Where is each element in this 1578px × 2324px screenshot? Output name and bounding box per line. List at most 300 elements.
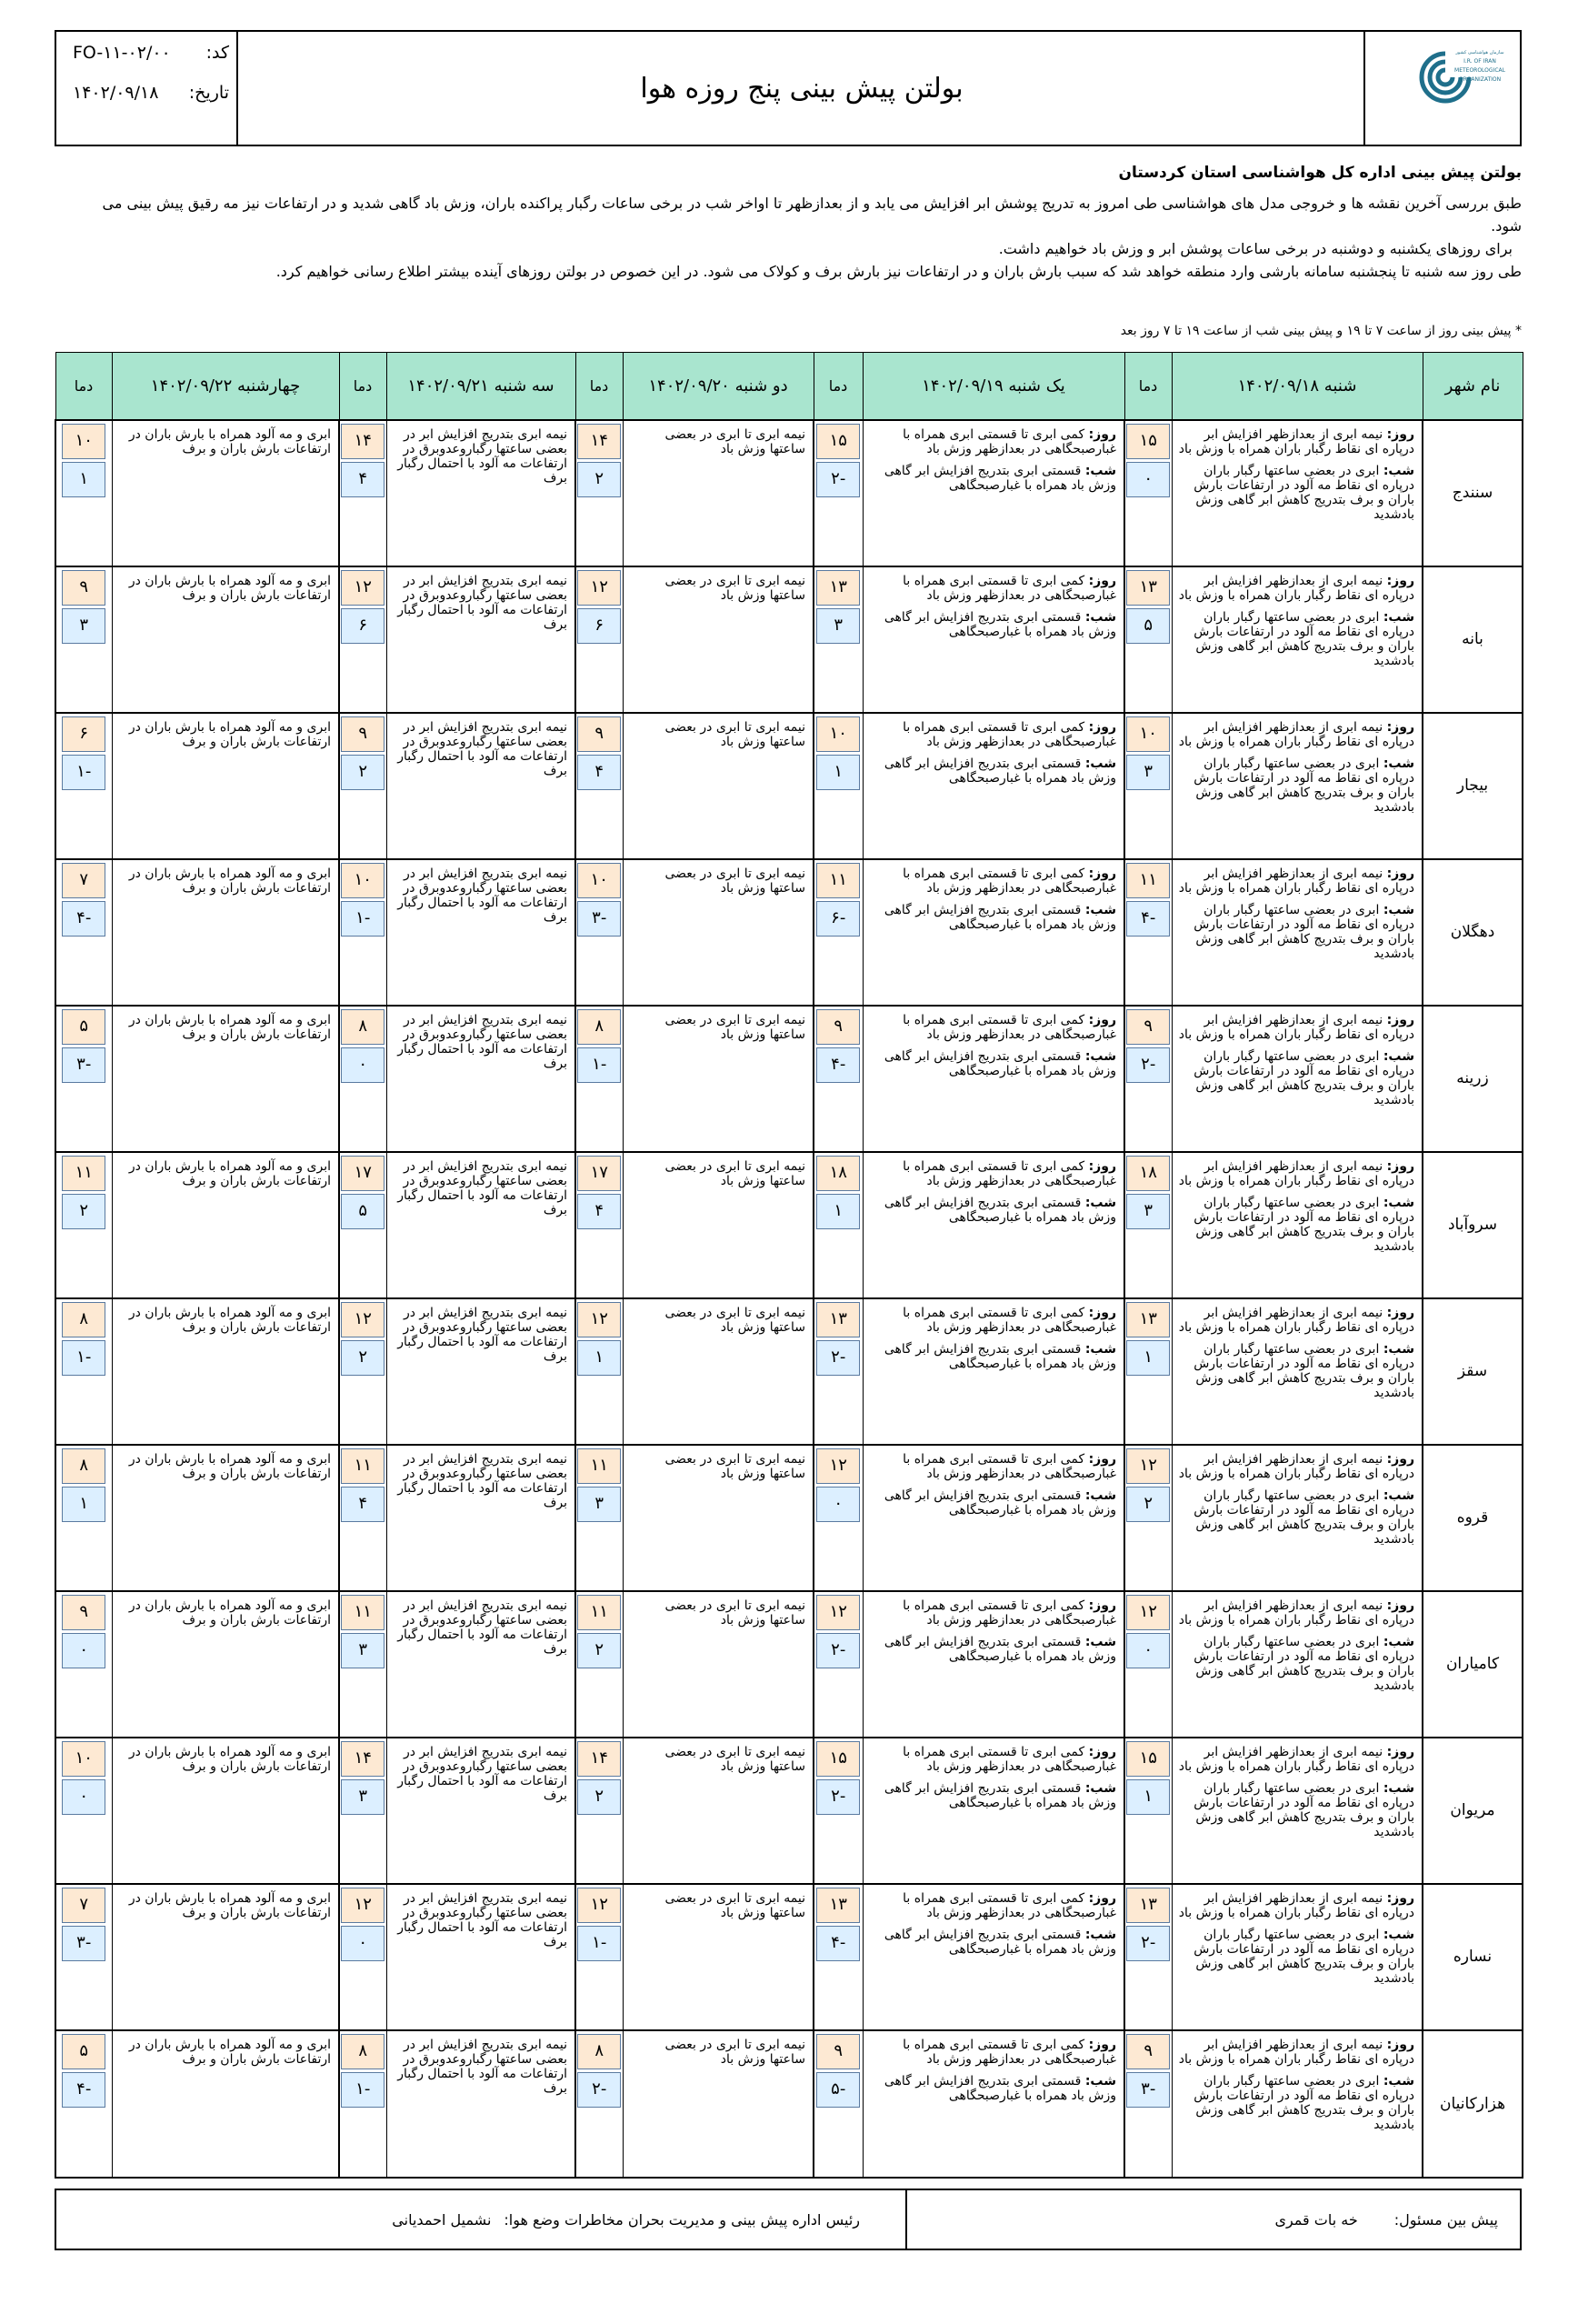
city-name: هزارکانیان — [1423, 2030, 1523, 2178]
day-label: روز: — [1386, 866, 1414, 881]
min-temperature: ۲ — [577, 1779, 621, 1815]
min-temperature: -۶ — [816, 901, 860, 937]
min-temperature: ۱ — [62, 462, 105, 497]
forecast-text: نیمه ابری بتدریج افزایش ابر در بعضی ساعتها رگباروعدوبرق در ارتفاعات مه آلود با احتمال رگبار برف — [397, 1158, 567, 1217]
night-forecast — [869, 464, 1117, 493]
forecast-description — [1172, 2030, 1423, 2178]
min-temperature: ۴ — [577, 1194, 621, 1229]
forecaster-name: خه بات قمری — [1274, 2210, 1358, 2229]
day-text: کمی ابری تا قسمتی ابری همراه با غبارصبحگاهی در بعدازظهر وزش باد — [903, 866, 1116, 896]
table-row — [55, 1298, 1523, 1445]
temperature-cell — [575, 1738, 623, 1884]
max-temperature: ۱۲ — [341, 1302, 385, 1337]
max-temperature: ۹ — [816, 2034, 860, 2069]
max-temperature: ۷ — [62, 863, 105, 898]
min-temperature: -۲ — [816, 462, 860, 497]
temperature-cell — [339, 420, 386, 566]
max-temperature: ۵ — [62, 2034, 105, 2069]
day-forecast — [1178, 1159, 1415, 1188]
forecast-text: نیمه ابری تا ابری در بعضی ساعتها وزش باد — [664, 2037, 805, 2067]
night-text: ابری در بعضی ساعتها رگبار باران درپاره ای نقاط مه آلود در ارتفاعات بارش باران و برف بتدریج کاهش ابر گاهی وزش بادشدید — [1193, 1195, 1414, 1254]
forecast-description — [1172, 713, 1423, 859]
intro-paragraph-1: طبق بررسی آخرین نقشه ها و خروجی مدل های هواشناسی طی امروز به تدریج پوشش ابر افزایش می یابد و از بعدازظهر تا اواخر شب در برخی ساعات رگبار پراکنده باران، وزش باد گاهی شدید و در ارتفاعات نیز مه رقیق پیش بینی می شود. — [102, 195, 1522, 235]
max-temperature: ۱۱ — [62, 1156, 105, 1191]
forecast-description — [863, 1445, 1124, 1591]
max-temperature: ۱۲ — [341, 1888, 385, 1923]
day-text: نیمه ابری از بعدازظهر افزایش ابر درپاره ای نقاط رگبار باران همراه با وزش باد — [1178, 1451, 1414, 1481]
forecast-description — [863, 859, 1124, 1006]
temperature-cell — [1124, 859, 1172, 1006]
day-label: روز: — [1386, 1012, 1414, 1027]
day-text: کمی ابری تا قسمتی ابری همراه با غبارصبحگاهی در بعدازظهر وزش باد — [903, 1890, 1116, 1920]
min-temperature: -۴ — [62, 2072, 105, 2108]
min-temperature: ۲ — [577, 1633, 621, 1668]
min-temperature: ۰ — [341, 1926, 385, 1961]
day-forecast — [1178, 1598, 1415, 1628]
forecaster-label: پیش بین مسئول: — [1393, 2210, 1498, 2229]
day-label: روز: — [1088, 1890, 1116, 1906]
night-text: قسمتی ابری بتدریج افزایش ابر گاهی وزش باد همراه با غبارصبحگاهی — [884, 609, 1116, 639]
night-forecast — [1178, 2074, 1415, 2132]
forecast-description — [863, 2030, 1124, 2178]
temperature-cell — [339, 1884, 386, 2030]
max-temperature: ۱۳ — [1126, 1888, 1170, 1923]
temperature-cell — [814, 420, 863, 566]
day-label: روز: — [1088, 1158, 1116, 1174]
night-label: شب: — [1383, 1927, 1414, 1942]
day-header-1: شنبه ۱۴۰۲/۰۹/۱۸ — [1172, 353, 1423, 420]
forecast-text: ابری و مه آلود همراه با بارش باران در ارتفاعات بارش باران و برف — [128, 2037, 331, 2067]
max-temperature: ۱۲ — [577, 570, 621, 606]
city-name: سروآباد — [1423, 1152, 1523, 1298]
min-temperature: -۲ — [816, 1779, 860, 1815]
forecast-text: نیمه ابری تا ابری در بعضی ساعتها وزش باد — [664, 1890, 805, 1920]
forecast-text: نیمه ابری تا ابری در بعضی ساعتها وزش باد — [664, 573, 805, 603]
day-text: نیمه ابری از بعدازظهر افزایش ابر درپاره ای نقاط رگبار باران همراه با وزش باد — [1178, 866, 1414, 896]
night-label: شب: — [1383, 1048, 1414, 1064]
max-temperature: ۱۳ — [816, 570, 860, 606]
table-header-row — [55, 353, 1523, 420]
temperature-cell — [575, 713, 623, 859]
night-label: شب: — [1383, 2073, 1414, 2089]
max-temperature: ۱۱ — [341, 1448, 385, 1484]
forecast-description — [386, 1298, 575, 1445]
max-temperature: ۱۲ — [577, 1888, 621, 1923]
night-label: شب: — [1084, 463, 1116, 478]
temperature-cell — [1124, 1445, 1172, 1591]
night-forecast — [869, 1928, 1117, 1957]
temperature-cell — [1124, 420, 1172, 566]
temperature-cell — [814, 1884, 863, 2030]
forecast-description — [623, 566, 814, 713]
min-temperature: ۳ — [341, 1779, 385, 1815]
night-text: قسمتی ابری بتدریج افزایش ابر گاهی وزش باد همراه با غبارصبحگاهی — [884, 2073, 1116, 2103]
min-temperature: ۱ — [816, 755, 860, 790]
night-text: ابری در بعضی ساعتها رگبار باران درپاره ای نقاط مه آلود در ارتفاعات بارش باران و برف بتدریج کاهش ابر گاهی وزش بادشدید — [1193, 463, 1414, 522]
max-temperature: ۸ — [341, 1009, 385, 1045]
bulletin-title: بولتن پیش بینی پنج روزه هوا — [640, 72, 964, 105]
forecast-description — [112, 859, 339, 1006]
day-label: روز: — [1386, 1598, 1414, 1613]
day-forecast — [869, 866, 1117, 896]
day-text: کمی ابری تا قسمتی ابری همراه با غبارصبحگاهی در بعدازظهر وزش باد — [903, 1158, 1116, 1188]
max-temperature: ۱۲ — [1126, 1448, 1170, 1484]
night-label: شب: — [1084, 1927, 1116, 1942]
forecast-description — [112, 2030, 339, 2178]
min-temperature: ۰ — [816, 1487, 860, 1522]
forecast-description — [863, 566, 1124, 713]
code-label: کد: — [205, 43, 229, 63]
night-label: شب: — [1084, 1780, 1116, 1796]
min-temperature: -۴ — [816, 1047, 860, 1083]
day-text: کمی ابری تا قسمتی ابری همراه با غبارصبحگاهی در بعدازظهر وزش باد — [903, 1012, 1116, 1042]
night-label: شب: — [1084, 902, 1116, 917]
day-forecast — [1178, 427, 1415, 456]
forecast-description — [1172, 1152, 1423, 1298]
min-temperature: ۰ — [1126, 1633, 1170, 1668]
forecast-description — [623, 1152, 814, 1298]
min-temperature: ۰ — [1126, 462, 1170, 497]
max-temperature: ۱۴ — [577, 1741, 621, 1777]
max-temperature: ۹ — [1126, 1009, 1170, 1045]
night-text: ابری در بعضی ساعتها رگبار باران درپاره ای نقاط مه آلود در ارتفاعات بارش باران و برف بتدریج کاهش ابر گاهی وزش بادشدید — [1193, 1488, 1414, 1547]
bulletin-header — [55, 30, 1522, 146]
min-temperature: -۱ — [62, 1340, 105, 1376]
day-forecast — [869, 1159, 1117, 1188]
night-label: شب: — [1383, 756, 1414, 771]
forecast-text: نیمه ابری بتدریج افزایش ابر در بعضی ساعتها رگباروعدوبرق در ارتفاعات مه آلود با احتمال رگبار برف — [397, 1012, 567, 1071]
night-text: قسمتی ابری بتدریج افزایش ابر گاهی وزش باد همراه با غبارصبحگاهی — [884, 1634, 1116, 1664]
day-label: روز: — [1088, 1012, 1116, 1027]
table-row — [55, 713, 1523, 859]
night-text: ابری در بعضی ساعتها رگبار باران درپاره ای نقاط مه آلود در ارتفاعات بارش باران و برف بتدریج کاهش ابر گاهی وزش بادشدید — [1193, 756, 1414, 815]
forecast-description — [386, 566, 575, 713]
night-text: قسمتی ابری بتدریج افزایش ابر گاهی وزش باد همراه با غبارصبحگاهی — [884, 1048, 1116, 1078]
forecast-text: ابری و مه آلود همراه با بارش باران در ارتفاعات بارش باران و برف — [128, 1305, 331, 1335]
temperature-cell — [1124, 1006, 1172, 1152]
day-label: روز: — [1386, 1158, 1414, 1174]
day-label: روز: — [1088, 866, 1116, 881]
day-header-4: سه شنبه ۱۴۰۲/۰۹/۲۱ — [386, 353, 575, 420]
night-forecast — [869, 1342, 1117, 1371]
day-forecast — [1178, 1745, 1415, 1774]
forecast-description — [863, 1152, 1124, 1298]
city-name: زرینه — [1423, 1006, 1523, 1152]
day-label: روز: — [1088, 1451, 1116, 1467]
temp-header-1: دما — [1124, 353, 1172, 420]
day-label: روز: — [1386, 1305, 1414, 1320]
night-forecast — [1178, 464, 1415, 522]
max-temperature: ۹ — [816, 1009, 860, 1045]
temperature-cell — [814, 1298, 863, 1445]
day-text: نیمه ابری از بعدازظهر افزایش ابر درپاره ای نقاط رگبار باران همراه با وزش باد — [1178, 1305, 1414, 1335]
night-label: شب: — [1383, 1195, 1414, 1210]
city-name: سقز — [1423, 1298, 1523, 1445]
day-label: روز: — [1088, 1598, 1116, 1613]
max-temperature: ۱۰ — [62, 1741, 105, 1777]
max-temperature: ۹ — [1126, 2034, 1170, 2069]
temperature-cell — [575, 1152, 623, 1298]
organization-logo — [1363, 32, 1520, 145]
night-forecast — [1178, 1049, 1415, 1107]
min-temperature: ۲ — [577, 462, 621, 497]
night-label: شب: — [1383, 609, 1414, 625]
night-forecast — [1178, 1488, 1415, 1547]
min-temperature: ۱ — [1126, 1779, 1170, 1815]
day-text: نیمه ابری از بعدازظهر افزایش ابر درپاره ای نقاط رگبار باران همراه با وزش باد — [1178, 1012, 1414, 1042]
day-header-3: دو شنبه ۱۴۰۲/۰۹/۲۰ — [623, 353, 814, 420]
forecast-description — [623, 1884, 814, 2030]
day-text: نیمه ابری از بعدازظهر افزایش ابر درپاره ای نقاط رگبار باران همراه با وزش باد — [1178, 573, 1414, 603]
temperature-cell — [1124, 713, 1172, 859]
night-label: شب: — [1383, 1488, 1414, 1503]
max-temperature: ۱۲ — [816, 1448, 860, 1484]
max-temperature: ۱۰ — [1126, 716, 1170, 752]
temperature-cell — [1124, 1298, 1172, 1445]
forecast-description — [863, 420, 1124, 566]
day-label: روز: — [1386, 1890, 1414, 1906]
forecast-description — [623, 420, 814, 566]
day-label: روز: — [1088, 1305, 1116, 1320]
forecast-description — [623, 2030, 814, 2178]
table-row — [55, 1445, 1523, 1591]
min-temperature: -۲ — [816, 1340, 860, 1376]
day-forecast — [1178, 2038, 1415, 2067]
temperature-cell — [55, 420, 112, 566]
forecast-text: نیمه ابری بتدریج افزایش ابر در بعضی ساعتها رگباروعدوبرق در ارتفاعات مه آلود با احتمال رگبار برف — [397, 2037, 567, 2096]
temperature-cell — [339, 1006, 386, 1152]
day-text: کمی ابری تا قسمتی ابری همراه با غبارصبحگاهی در بعدازظهر وزش باد — [903, 426, 1116, 456]
table-row — [55, 1006, 1523, 1152]
night-text: ابری در بعضی ساعتها رگبار باران درپاره ای نقاط مه آلود در ارتفاعات بارش باران و برف بتدریج کاهش ابر گاهی وزش بادشدید — [1193, 609, 1414, 668]
night-text: قسمتی ابری بتدریج افزایش ابر گاهی وزش باد همراه با غبارصبحگاهی — [884, 1780, 1116, 1810]
forecast-description — [623, 1445, 814, 1591]
max-temperature: ۱۷ — [577, 1156, 621, 1191]
day-text: کمی ابری تا قسمتی ابری همراه با غبارصبحگاهی در بعدازظهر وزش باد — [903, 2037, 1116, 2067]
temp-header-2: دما — [814, 353, 863, 420]
min-temperature: -۲ — [1126, 1047, 1170, 1083]
night-forecast — [869, 610, 1117, 639]
day-forecast — [1178, 1452, 1415, 1481]
max-temperature: ۱۳ — [816, 1888, 860, 1923]
day-header-2: یک شنبه ۱۴۰۲/۰۹/۱۹ — [863, 353, 1124, 420]
temperature-cell — [55, 2030, 112, 2178]
night-forecast — [869, 2074, 1117, 2103]
temperature-cell — [814, 1445, 863, 1591]
temperature-cell — [575, 2030, 623, 2178]
day-text: کمی ابری تا قسمتی ابری همراه با غبارصبحگاهی در بعدازظهر وزش باد — [903, 573, 1116, 603]
night-label: شب: — [1084, 756, 1116, 771]
day-forecast — [869, 2038, 1117, 2067]
min-temperature: -۱ — [341, 901, 385, 937]
day-label: روز: — [1088, 573, 1116, 588]
temperature-cell — [575, 566, 623, 713]
forecast-text: ابری و مه آلود همراه با بارش باران در ارتفاعات بارش باران و برف — [128, 1890, 331, 1920]
forecast-description — [386, 1884, 575, 2030]
city-name: دهگلان — [1423, 859, 1523, 1006]
forecast-description — [1172, 859, 1423, 1006]
forecast-description — [386, 1445, 575, 1591]
night-forecast — [1178, 1196, 1415, 1254]
forecast-description — [1172, 1006, 1423, 1152]
city-name: کامیاران — [1423, 1591, 1523, 1738]
max-temperature: ۱۰ — [816, 716, 860, 752]
max-temperature: ۱۱ — [816, 863, 860, 898]
table-row — [55, 1884, 1523, 2030]
min-temperature: ۳ — [816, 608, 860, 644]
temperature-cell — [814, 859, 863, 1006]
day-text: نیمه ابری از بعدازظهر افزایش ابر درپاره ای نقاط رگبار باران همراه با وزش باد — [1178, 719, 1414, 749]
forecast-text: ابری و مه آلود همراه با بارش باران در ارتفاعات بارش باران و برف — [128, 573, 331, 603]
night-label: شب: — [1084, 1634, 1116, 1649]
svg-text:METEOROLOGICAL: METEOROLOGICAL — [1454, 67, 1505, 74]
night-forecast — [869, 756, 1117, 786]
min-temperature: ۱ — [577, 1340, 621, 1376]
table-row — [55, 1738, 1523, 1884]
max-temperature: ۷ — [62, 1888, 105, 1923]
day-forecast — [869, 574, 1117, 603]
night-text: قسمتی ابری بتدریج افزایش ابر گاهی وزش باد همراه با غبارصبحگاهی — [884, 1341, 1116, 1371]
day-text: کمی ابری تا قسمتی ابری همراه با غبارصبحگاهی در بعدازظهر وزش باد — [903, 1305, 1116, 1335]
min-temperature: ۵ — [1126, 608, 1170, 644]
max-temperature: ۱۰ — [341, 863, 385, 898]
day-label: روز: — [1386, 1744, 1414, 1759]
day-text: نیمه ابری از بعدازظهر افزایش ابر درپاره ای نقاط رگبار باران همراه با وزش باد — [1178, 2037, 1414, 2067]
max-temperature: ۱۲ — [341, 570, 385, 606]
night-forecast — [1178, 1928, 1415, 1986]
min-temperature: ۱ — [1126, 1340, 1170, 1376]
date-value: ۱۴۰۲/۰۹/۱۸ — [73, 83, 159, 103]
min-temperature: ۳ — [341, 1633, 385, 1668]
forecast-description — [1172, 420, 1423, 566]
max-temperature: ۱۳ — [1126, 1302, 1170, 1337]
day-text: نیمه ابری از بعدازظهر افزایش ابر درپاره ای نقاط رگبار باران همراه با وزش باد — [1178, 1744, 1414, 1774]
forecast-description — [623, 859, 814, 1006]
forecast-text: نیمه ابری بتدریج افزایش ابر در بعضی ساعتها رگباروعدوبرق در ارتفاعات مه آلود با احتمال رگبار برف — [397, 866, 567, 925]
day-forecast — [1178, 720, 1415, 749]
forecast-description — [112, 1445, 339, 1591]
forecast-description — [863, 1006, 1124, 1152]
forecast-text: نیمه ابری تا ابری در بعضی ساعتها وزش باد — [664, 1158, 805, 1188]
day-text: کمی ابری تا قسمتی ابری همراه با غبارصبحگاهی در بعدازظهر وزش باد — [903, 1598, 1116, 1628]
forecast-description — [112, 1738, 339, 1884]
max-temperature: ۸ — [341, 2034, 385, 2069]
forecast-description — [1172, 1884, 1423, 2030]
city-name: نساره — [1423, 1884, 1523, 2030]
min-temperature: -۳ — [62, 1926, 105, 1961]
forecast-text: ابری و مه آلود همراه با بارش باران در ارتفاعات بارش باران و برف — [128, 719, 331, 749]
temperature-cell — [814, 1006, 863, 1152]
min-temperature: ۰ — [62, 1633, 105, 1668]
forecast-description — [623, 1298, 814, 1445]
temperature-cell — [339, 2030, 386, 2178]
forecast-description — [863, 1298, 1124, 1445]
meteorological-organization-logo-icon — [1391, 41, 1505, 139]
temperature-cell — [55, 566, 112, 713]
max-temperature: ۱۰ — [62, 424, 105, 459]
temperature-cell — [814, 566, 863, 713]
chief-name: نشمیل احمدیانی — [392, 2210, 492, 2229]
max-temperature: ۱۴ — [577, 424, 621, 459]
forecast-text: نیمه ابری بتدریج افزایش ابر در بعضی ساعتها رگباروعدوبرق در ارتفاعات مه آلود با احتمال رگبار برف — [397, 1890, 567, 1949]
temperature-cell — [55, 713, 112, 859]
forecast-text: نیمه ابری تا ابری در بعضی ساعتها وزش باد — [664, 1744, 805, 1774]
chief-label: رئیس اداره پیش بینی و مدیریت بحران مخاطرات وضع هوا: — [504, 2210, 860, 2229]
forecast-description — [386, 1591, 575, 1738]
forecast-text: نیمه ابری تا ابری در بعضی ساعتها وزش باد — [664, 1451, 805, 1481]
day-text: نیمه ابری از بعدازظهر افزایش ابر درپاره ای نقاط رگبار باران همراه با وزش باد — [1178, 1158, 1414, 1188]
day-forecast — [1178, 1891, 1415, 1920]
forecast-description — [112, 1884, 339, 2030]
night-text: قسمتی ابری بتدریج افزایش ابر گاهی وزش باد همراه با غبارصبحگاهی — [884, 902, 1116, 932]
day-label: روز: — [1386, 2037, 1414, 2052]
day-header-5: چهارشنبه ۱۴۰۲/۰۹/۲۲ — [112, 353, 339, 420]
min-temperature: ۲ — [1126, 1487, 1170, 1522]
night-label: شب: — [1383, 463, 1414, 478]
night-text: ابری در بعضی ساعتها رگبار باران درپاره ای نقاط مه آلود در ارتفاعات بارش باران و برف بتدریج کاهش ابر گاهی وزش بادشدید — [1193, 2073, 1414, 2132]
temperature-cell — [575, 1884, 623, 2030]
forecast-text: نیمه ابری تا ابری در بعضی ساعتها وزش باد — [664, 426, 805, 456]
temperature-cell — [1124, 2030, 1172, 2178]
forecast-text: نیمه ابری بتدریج افزایش ابر در بعضی ساعتها رگباروعدوبرق در ارتفاعات مه آلود با احتمال رگبار برف — [397, 426, 567, 486]
night-forecast — [1178, 756, 1415, 815]
temperature-cell — [1124, 1591, 1172, 1738]
max-temperature: ۱۱ — [577, 1448, 621, 1484]
day-text: کمی ابری تا قسمتی ابری همراه با غبارصبحگاهی در بعدازظهر وزش باد — [903, 1451, 1116, 1481]
night-text: ابری در بعضی ساعتها رگبار باران درپاره ای نقاط مه آلود در ارتفاعات بارش باران و برف بتدریج کاهش ابر گاهی وزش بادشدید — [1193, 902, 1414, 961]
forecast-description — [386, 713, 575, 859]
signature-footer — [55, 2189, 1522, 2250]
forecast-text: نیمه ابری بتدریج افزایش ابر در بعضی ساعتها رگباروعدوبرق در ارتفاعات مه آلود با احتمال رگبار برف — [397, 1305, 567, 1364]
night-label: شب: — [1383, 1780, 1414, 1796]
day-forecast — [869, 1306, 1117, 1335]
min-temperature: ۶ — [577, 608, 621, 644]
max-temperature: ۱۱ — [577, 1595, 621, 1630]
temperature-cell — [575, 1298, 623, 1445]
temperature-cell — [339, 1152, 386, 1298]
night-forecast — [1178, 1781, 1415, 1839]
min-temperature: -۲ — [1126, 1926, 1170, 1961]
day-forecast — [869, 1745, 1117, 1774]
night-label: شب: — [1084, 609, 1116, 625]
forecast-description — [623, 713, 814, 859]
forecast-description — [386, 2030, 575, 2178]
min-temperature: ۲ — [62, 1194, 105, 1229]
night-forecast — [869, 1049, 1117, 1078]
city-name: سنندج — [1423, 420, 1523, 566]
min-temperature: ۱ — [62, 1487, 105, 1522]
min-temperature: ۴ — [341, 462, 385, 497]
min-temperature: -۳ — [577, 901, 621, 937]
temperature-cell — [55, 1445, 112, 1591]
min-temperature: -۲ — [816, 1633, 860, 1668]
temperature-cell — [55, 1006, 112, 1152]
max-temperature: ۶ — [62, 716, 105, 752]
table-row — [55, 2030, 1523, 2178]
min-temperature: ۱ — [816, 1194, 860, 1229]
min-temperature: ۰ — [62, 1779, 105, 1815]
temperature-cell — [55, 1152, 112, 1298]
night-forecast — [869, 1488, 1117, 1518]
day-forecast — [1178, 1306, 1415, 1335]
temperature-cell — [339, 1591, 386, 1738]
max-temperature: ۱۰ — [577, 863, 621, 898]
forecast-text: نیمه ابری بتدریج افزایش ابر در بعضی ساعتها رگباروعدوبرق در ارتفاعات مه آلود با احتمال رگبار برف — [397, 719, 567, 778]
temperature-cell — [575, 420, 623, 566]
max-temperature: ۱۲ — [816, 1595, 860, 1630]
forecast-text: نیمه ابری تا ابری در بعضی ساعتها وزش باد — [664, 1305, 805, 1335]
temperature-cell — [814, 713, 863, 859]
